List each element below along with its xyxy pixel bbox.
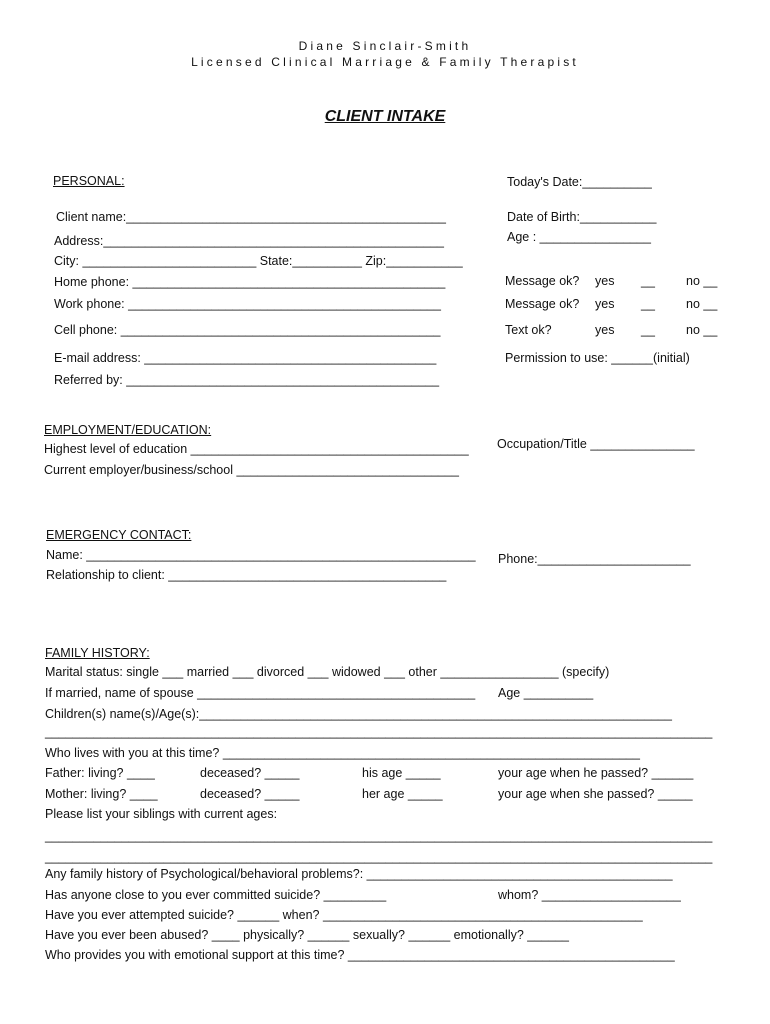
client-name-field[interactable]: Client name:______________________________________________ [56,210,446,224]
personal-heading: PERSONAL: [53,174,125,188]
dob-field[interactable]: Date of Birth:___________ [507,210,657,224]
education-field[interactable]: Highest level of education ________________________________________ [44,442,469,456]
text-ok-label: Text ok? [505,323,552,337]
therapist-credential: Licensed Clinical Marriage & Family Therapist [191,55,579,69]
children-field[interactable]: Children(s) name(s)/Age(s):____________________________________________________________________ [45,707,672,721]
attempted-suicide-field[interactable]: Have you ever attempted suicide? ______ when? ______________________________________________ [45,908,643,922]
address-field[interactable]: Address:_________________________________________________ [54,234,444,248]
psych-history-field[interactable]: Any family history of Psychological/behavioral problems?: ____________________________________________ [45,867,673,881]
spouse-age-field[interactable]: Age __________ [498,686,594,700]
father-living-field[interactable]: Father: living? ____ [45,766,155,780]
todays-date-field[interactable]: Today's Date:__________ [507,175,652,189]
message-ok-label-2: Message ok? [505,297,580,311]
mother-age-field[interactable]: her age _____ [362,787,443,801]
work-phone-field[interactable]: Work phone: _____________________________________________ [54,297,441,311]
abused-field[interactable]: Have you ever been abused? ____ physically? ______ sexually? ______ emotionally? ______ [45,928,569,942]
age-field[interactable]: Age : ________________ [507,230,651,244]
marital-status-field[interactable]: Marital status: single ___ married ___ divorced ___ widowed ___ other _________________ (specify) [45,665,610,679]
message-yes-blank-2[interactable]: __ [641,297,655,311]
father-passed-field[interactable]: your age when he passed? ______ [498,766,694,780]
emergency-heading: EMERGENCY CONTACT: [46,528,192,542]
cell-phone-field[interactable]: Cell phone: ______________________________________________ [54,323,441,337]
message-no-2[interactable]: no __ [686,297,718,311]
occupation-field[interactable]: Occupation/Title _______________ [497,437,695,451]
text-no[interactable]: no __ [686,323,718,337]
employment-heading: EMPLOYMENT/EDUCATION: [44,423,212,437]
text-yes: yes [595,323,615,337]
siblings-line-2[interactable]: ________________________________________________________________________________________________ [45,850,713,864]
page-title: CLIENT INTAKE [324,108,446,125]
referred-by-field[interactable]: Referred by: _____________________________________________ [54,373,440,387]
text-yes-blank[interactable]: __ [641,323,655,337]
suicide-close-field[interactable]: Has anyone close to you ever committed suicide? _________ [45,888,387,902]
relationship-field[interactable]: Relationship to client: ________________________________________ [46,568,447,582]
father-age-field[interactable]: his age _____ [362,766,441,780]
mother-deceased-field[interactable]: deceased? _____ [200,787,300,801]
message-ok-label-1: Message ok? [505,274,580,288]
message-no-1[interactable]: no __ [686,274,718,288]
mother-living-field[interactable]: Mother: living? ____ [45,787,158,801]
family-heading: FAMILY HISTORY: [45,646,150,660]
children-line-2[interactable]: ________________________________________________________________________________________________ [45,725,713,739]
message-yes-1: yes [595,274,615,288]
spouse-name-field[interactable]: If married, name of spouse ________________________________________ [45,686,476,700]
permission-field[interactable]: Permission to use: ______(initial) [505,351,690,365]
therapist-name: Diane Sinclair-Smith [298,39,472,53]
support-field[interactable]: Who provides you with emotional support at this time? _______________________________________________ [45,948,675,962]
siblings-label: Please list your siblings with current ages: [45,807,278,821]
lives-with-field[interactable]: Who lives with you at this time? ____________________________________________________________ [45,746,640,760]
emergency-phone-field[interactable]: Phone:______________________ [498,552,691,566]
whom-field[interactable]: whom? ____________________ [498,888,681,902]
employer-field[interactable]: Current employer/business/school ________________________________ [44,463,459,477]
message-yes-2: yes [595,297,615,311]
email-field[interactable]: E-mail address: __________________________________________ [54,351,437,365]
home-phone-field[interactable]: Home phone: _____________________________________________ [54,275,446,289]
father-deceased-field[interactable]: deceased? _____ [200,766,300,780]
emergency-name-field[interactable]: Name: ________________________________________________________ [46,548,476,562]
siblings-line-1[interactable]: ________________________________________________________________________________________________ [45,829,713,843]
city-state-zip-field[interactable]: City: _________________________ State:__________ Zip:___________ [54,254,463,268]
mother-passed-field[interactable]: your age when she passed? _____ [498,787,693,801]
message-yes-blank-1[interactable]: __ [641,274,655,288]
